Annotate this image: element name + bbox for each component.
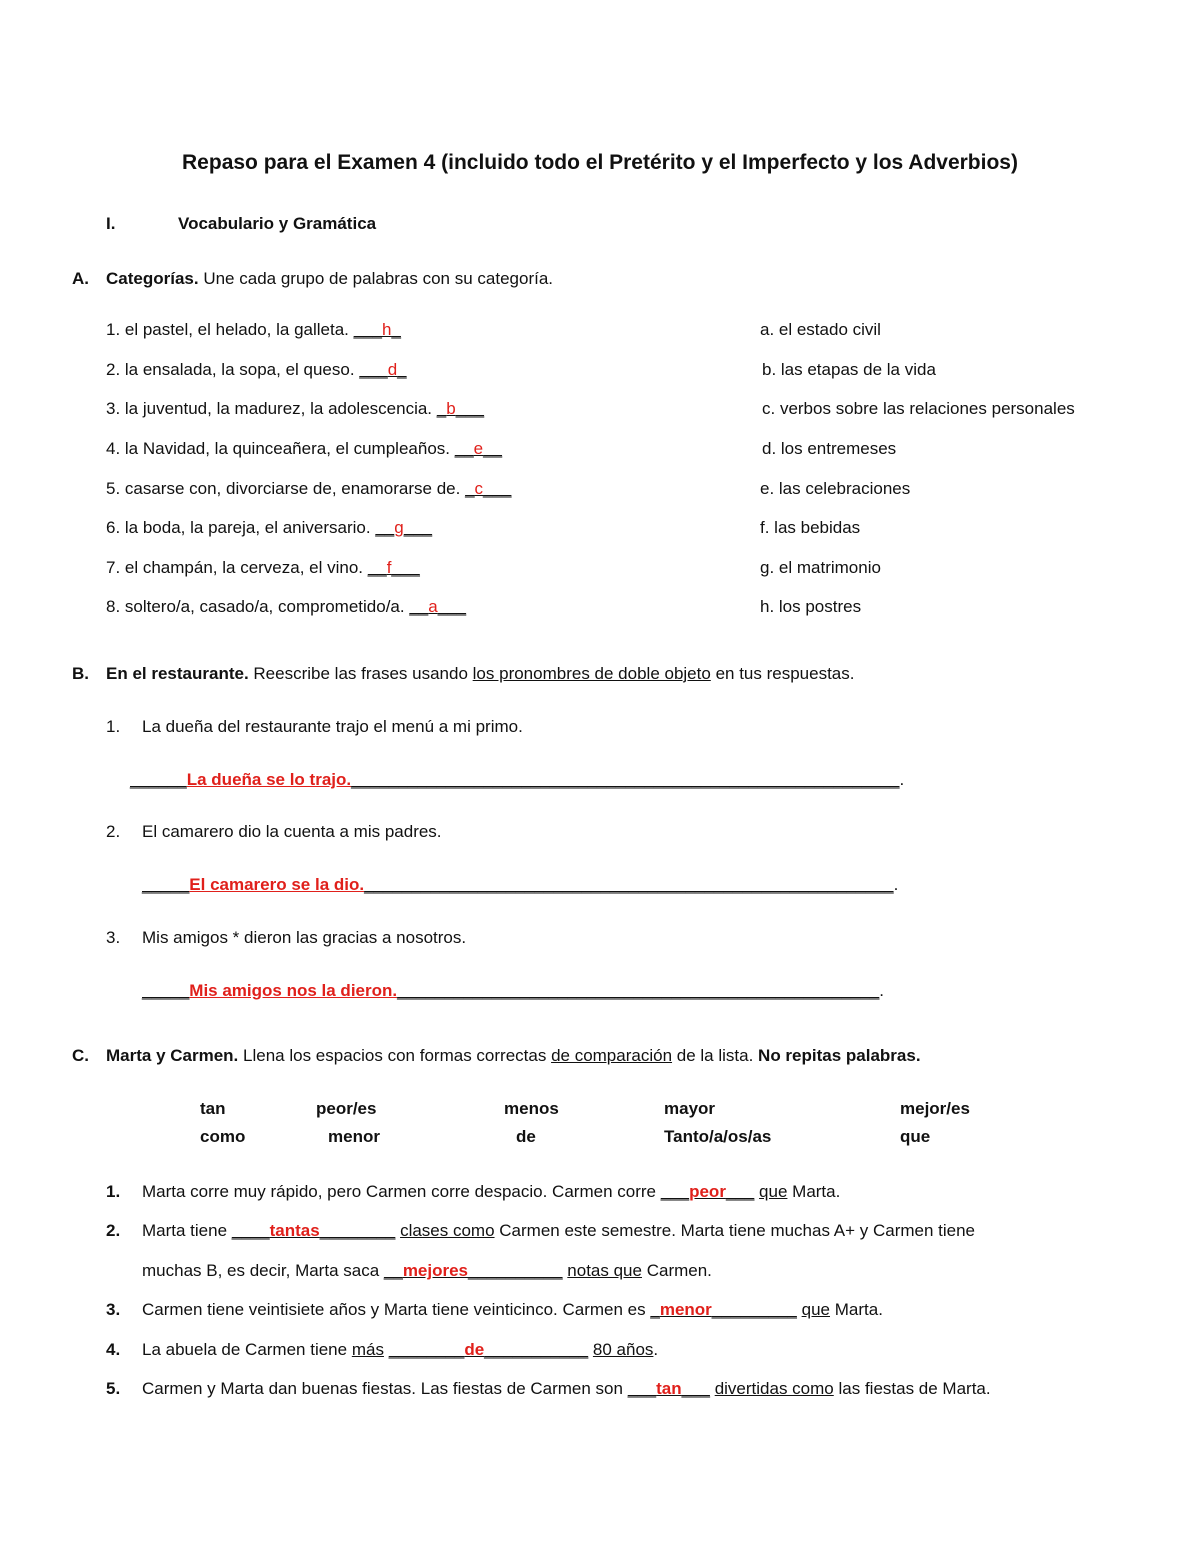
answer-blank[interactable]: __a___ [409, 597, 467, 616]
match-item [106, 517, 432, 539]
underlined-term: de comparación [551, 1046, 673, 1065]
part-c-letter: C. [72, 1046, 89, 1065]
match-item-text: 8. soltero/a, casado/a, comprometido/a. [106, 597, 405, 616]
section-number: I. [106, 214, 116, 233]
part-a-heading: Categorías. [106, 269, 199, 288]
answer-value: de [464, 1340, 485, 1359]
word-bank-item: mayor [664, 1099, 716, 1118]
answer-blank[interactable]: ___tan___ [627, 1379, 710, 1398]
answer-blank[interactable]: _b___ [436, 399, 485, 418]
match-item-text: 6. la boda, la pareja, el aniversario. [106, 518, 371, 537]
question-sentence: Carmen y Marta dan buenas fiestas. Las fiestas de Carmen son ___tan___ divertidas como las fiestas de Marta. [142, 1379, 991, 1398]
answer-value: h [382, 320, 392, 339]
category-item: g. el matrimonio [760, 558, 881, 577]
answer-value: e [473, 439, 484, 458]
match-item [106, 438, 502, 460]
match-item [106, 596, 466, 618]
match-item-text: 5. casarse con, divorciarse de, enamorarse de. [106, 479, 461, 498]
question-number: 3. [106, 1300, 121, 1319]
answer-value: La dueña se lo trajo. [186, 770, 352, 789]
part-a-letter: A. [72, 269, 89, 288]
question-number: 2. [106, 1221, 121, 1240]
word-bank-item: menos [504, 1099, 559, 1118]
question-number: 1. [106, 717, 121, 736]
question-sentence: Marta tiene ____tantas________ clases como Carmen este semestre. Marta tiene muchas A+ y Carmen tiene [142, 1221, 976, 1240]
question-number: 2. [106, 822, 121, 841]
word-bank-item: menor [328, 1127, 380, 1146]
match-item-text: 3. la juventud, la madurez, la adolescencia. [106, 399, 433, 418]
answer-value: tantas [269, 1221, 320, 1240]
page-title: Repaso para el Examen 4 (incluido todo el Pretérito y el Imperfecto y los Adverbios) [182, 151, 1018, 174]
match-item [106, 398, 484, 420]
answer-blank[interactable]: ___peor___ [660, 1182, 755, 1201]
category-item: a. el estado civil [760, 320, 881, 339]
answer-value: mejores [402, 1261, 469, 1280]
answer-blank[interactable]: ___h_ [353, 320, 401, 339]
part-b-heading: En el restaurante. [106, 664, 249, 683]
answer-blank[interactable]: __f___ [367, 558, 420, 577]
answer-value: Mis amigos nos la dieron. [189, 981, 398, 1000]
answer-value: f [386, 558, 392, 577]
answer-blank[interactable]: __g___ [375, 518, 433, 537]
answer-value: g [394, 518, 404, 537]
question-sentence: Mis amigos * dieron las gracias a nosotros. [142, 928, 467, 947]
match-item-text: 4. la Navidad, la quinceañera, el cumpleaños. [106, 439, 450, 458]
category-item: h. los postres [760, 597, 862, 616]
match-item-text: 1. el pastel, el helado, la galleta. [106, 320, 349, 339]
question-number: 4. [106, 1340, 121, 1359]
category-item: b. las etapas de la vida [762, 360, 936, 379]
answer-line[interactable]: _____Mis amigos nos la dieron.___________________________________________________. [142, 981, 885, 1000]
underlined-term: los pronombres de doble objeto [472, 664, 711, 683]
answer-value: c [474, 479, 484, 498]
word-bank-item: como [200, 1127, 246, 1146]
question-sentence: La dueña del restaurante trajo el menú a mi primo. [142, 717, 523, 736]
answer-blank[interactable]: __mejores__________ [383, 1261, 563, 1280]
part-a-header [72, 268, 89, 290]
answer-blank[interactable]: ____tantas________ [231, 1221, 396, 1240]
answer-value: menor [659, 1300, 712, 1319]
question-sentence: La abuela de Carmen tiene más ________de___________ 80 años. [142, 1340, 659, 1359]
match-item-text: 7. el champán, la cerveza, el vino. [106, 558, 364, 577]
part-b-instruction: En el restaurante. Reescribe las frases usando los pronombres de doble objeto en tus respuestas. [106, 664, 855, 683]
answer-blank[interactable]: __e__ [454, 439, 503, 458]
match-item [106, 557, 420, 579]
word-bank-item: de [516, 1127, 536, 1146]
category-item: e. las celebraciones [760, 479, 911, 498]
word-bank-item: peor/es [316, 1099, 377, 1118]
question-sentence: Carmen tiene veintisiete años y Marta tiene veinticinco. Carmen es _menor_________ que Marta. [142, 1300, 883, 1319]
word-bank-item: tan [200, 1099, 226, 1118]
question-sentence: El camarero dio la cuenta a mis padres. [142, 822, 442, 841]
answer-value: tan [656, 1379, 682, 1398]
word-bank-item: Tanto/a/os/as [664, 1127, 772, 1146]
answer-value: d [387, 360, 398, 379]
answer-value: peor [689, 1182, 726, 1201]
answer-value: b [446, 399, 456, 418]
match-item-text: 2. la ensalada, la sopa, el queso. [106, 360, 355, 379]
question-sentence-cont: muchas B, es decir, Marta saca __mejores__________ notas que Carmen. [142, 1261, 712, 1280]
answer-blank[interactable]: _c___ [465, 479, 512, 498]
category-item: c. verbos sobre las relaciones personales [762, 399, 1075, 418]
match-item [106, 319, 401, 341]
part-b-letter: B. [72, 664, 89, 683]
word-bank-item: que [900, 1127, 931, 1146]
match-item [106, 359, 407, 381]
part-c-instruction: Marta y Carmen. Llena los espacios con formas correctas de comparación de la lista. No repitas palabras. [106, 1046, 921, 1065]
answer-value: a [428, 597, 438, 616]
match-item [106, 478, 511, 500]
question-number: 5. [106, 1379, 121, 1398]
category-item: d. los entremeses [762, 439, 897, 458]
answer-blank[interactable]: _menor_________ [650, 1300, 797, 1319]
answer-line[interactable]: _____El camarero se la dio.________________________________________________________. [142, 875, 899, 894]
category-item: f. las bebidas [760, 518, 861, 537]
answer-line[interactable]: ______La dueña se lo trajo.__________________________________________________________. [130, 770, 905, 789]
word-bank-item: mejor/es [900, 1099, 970, 1118]
question-number: 3. [106, 928, 121, 947]
answer-value: El camarero se la dio. [189, 875, 365, 894]
question-number: 1. [106, 1182, 121, 1201]
answer-blank[interactable]: ___d_ [359, 360, 407, 379]
part-c-heading: Marta y Carmen. [106, 1046, 239, 1065]
answer-blank[interactable]: ________de___________ [388, 1340, 589, 1359]
question-sentence: Marta corre muy rápido, pero Carmen corre despacio. Carmen corre ___peor___ que Marta. [142, 1182, 841, 1201]
part-a-instruction-text: Une cada grupo de palabras con su categoría. [203, 269, 554, 288]
section-title: Vocabulario y Gramática [178, 214, 377, 233]
part-a-instruction [106, 268, 553, 290]
